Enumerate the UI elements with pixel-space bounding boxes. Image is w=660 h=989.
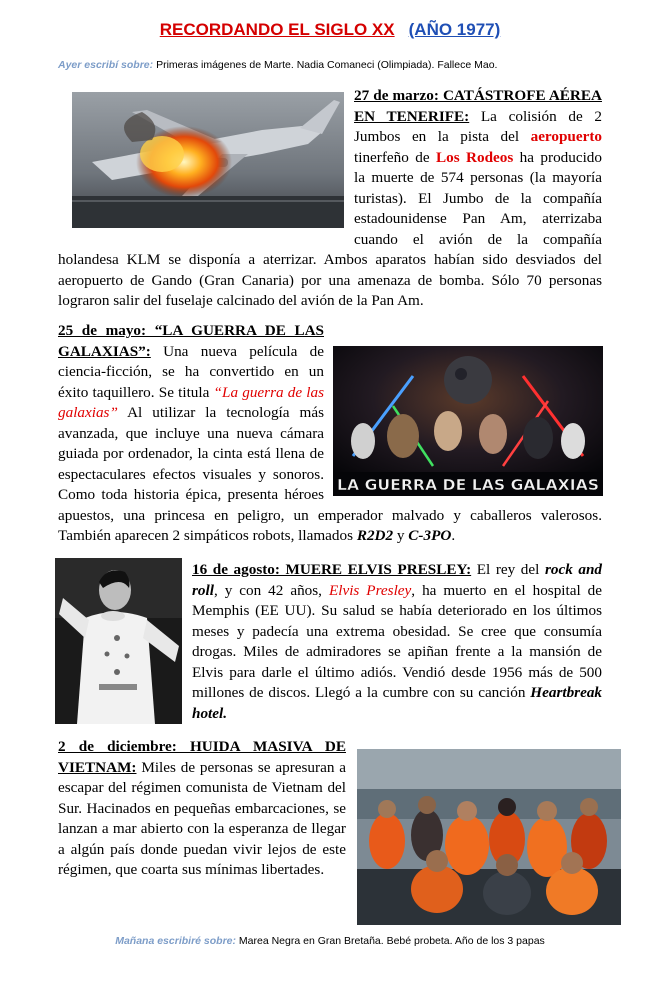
story-star-wars [58, 321, 602, 547]
robot-c3po: C-3PO [408, 527, 452, 544]
elvis-text-2: , y con 42 años, [213, 581, 322, 599]
next-topics-label: Mañana escribiré sobre: [115, 935, 236, 947]
story-elvis [58, 560, 602, 726]
vietnam-text: Miles de personas se apresuran a escapar del régimen comunista de Vietnam del Sur. Hacinados en pequeñas embarcaciones, se lanzan a mar abierto con la esperanza de llegar a algún país donde puedan vivir lejos de este régimen, que coarta sus mínimas libertades. [58, 758, 346, 878]
robot-r2d2: R2D2 [356, 527, 394, 544]
star-wars-and: y [396, 527, 405, 544]
star-wars-end: . [451, 527, 456, 544]
story-vietnam [58, 737, 346, 881]
previous-topics-text: Primeras imágenes de Marte. Nadia Comaneci (Olimpiada). Fallece Mao. [156, 59, 498, 71]
star-wars-text-2: Al utilizar la tecnología más avanzada, que incluye una nueva cámara guiada por ordenador, la cinta está llena de espectaculares efectos visuales y sonoros. Como toda historia épica, presenta héroes apuestos, una princesa en peligro, un emperador malvado y caballeros valerosos. También aparecen 2 simpáticos robots, llamados [58, 404, 602, 544]
star-wars-text-1: Una nueva película de ciencia-ficción, se ha convertido en un éxito taquillero. Se titula [58, 342, 324, 401]
title-main: RECORDANDO EL SIGLO XX [159, 20, 395, 39]
highlight-elvis-name: Elvis Presley [328, 581, 412, 599]
tenerife-text-1: La colisión de 2 Jumbos en la pista del [354, 107, 602, 145]
highlight-film-title: “La guerra de las galaxias” [58, 383, 325, 421]
highlight-rock-and-roll: rock and roll [192, 561, 603, 599]
previous-topics [58, 59, 497, 71]
headline-tenerife: 27 de marzo: CATÁSTROFE AÉREA EN TENERIFE: [354, 87, 602, 125]
story-tenerife [58, 86, 602, 312]
highlight-los-rodeos: Los Rodeos [435, 148, 514, 166]
page-title [0, 20, 660, 40]
refugees-boat-photo [357, 749, 621, 925]
poster-caption: LA GUERRA DE LAS GALAXIAS [337, 476, 599, 494]
next-topics-text: Marea Negra en Gran Bretaña. Bebé probeta. Año de los 3 papas [238, 935, 545, 947]
elvis-text-3: , ha muerto en el hospital de Memphis (EE UU). Su salud se había deteriorado en los últimos meses y padecía una extrema obesidad. Se cree que consumía drogas. Miles de admiradores se apiñan frente a la mansión de Elvis para darle el último adiós. Vendió desde 1956 más de 500 millones de discos. Llegó a la cumbre con su canción [192, 581, 602, 701]
tenerife-text-2: tinerfeño de [354, 148, 430, 166]
highlight-aeropuerto: aeropuerto [530, 128, 603, 145]
previous-topics-label: Ayer escribí sobre: [58, 59, 154, 71]
headline-star-wars: 25 de mayo: “LA GUERRA DE LAS GALAXIAS”: [58, 322, 324, 360]
headline-vietnam: 2 de diciembre: HUIDA MASIVA DE VIETNAM: [58, 738, 346, 776]
next-topics [0, 935, 660, 947]
elvis-text-1: El rey del [476, 561, 540, 578]
tenerife-text-3: ha producido la muerte de 574 personas (la mayoría turistas). El Jumbo de la compañía estadounidense Pan Am, aterrizaba cuando el avión de la compañía holandesa KLM se disponía a aterrizar. Ambos aparatos habían sido desviados del aeropuerto de Gando (Gran Canaria) por una amenaza de bomba. Sólo 70 personas lograron salir del fuselaje calcinado del avión de la Pan Am. [58, 148, 602, 309]
headline-elvis: 16 de agosto: MUERE ELVIS PRESLEY: [192, 561, 472, 578]
title-year: (AÑO 1977) [408, 20, 501, 39]
highlight-song: Heartbreak hotel. [192, 684, 603, 722]
